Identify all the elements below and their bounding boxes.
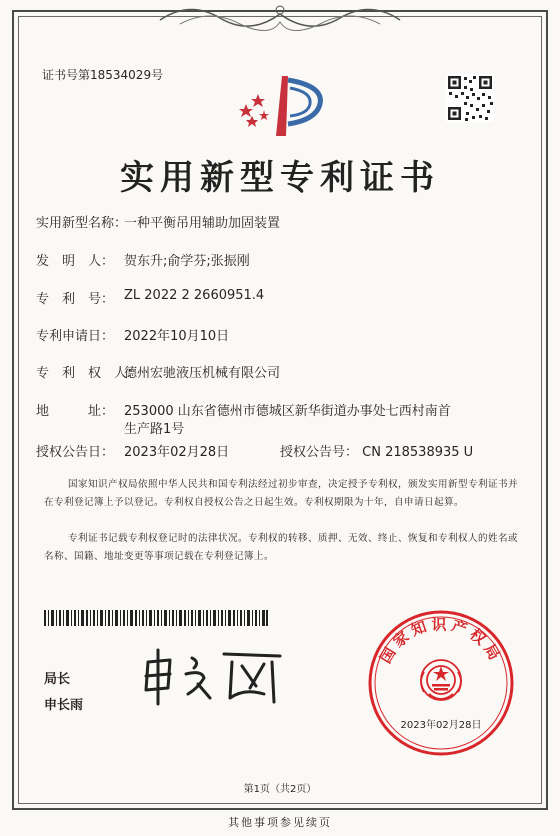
field-value: 贺东升;俞学芬;张振刚 [124, 254, 250, 269]
signatory-name: 申长雨 [44, 698, 84, 713]
footer-note: 其他事项参见续页 [228, 816, 332, 829]
field-label: 专 利 权 人： [36, 366, 141, 381]
field-grant-publication-number [280, 441, 473, 460]
field-patent-number [36, 288, 265, 307]
field-patentee [36, 362, 281, 381]
field-label: 地 址： [36, 404, 115, 419]
address-line-2: 生产路1号 [124, 422, 185, 437]
signatory-title: 局长 [44, 672, 71, 687]
field-grant-date [36, 441, 230, 460]
handwritten-signature-icon [140, 648, 290, 706]
seal-text: 国家知识产权局 [376, 615, 506, 667]
svg-text:国家知识产权局 [376, 615, 505, 666]
grant-statement: 国家知识产权局依照中华人民共和国专利法经过初步审查，决定授予专利权，颁发实用新型专利证书并在专利登记簿上予以登记。专利权自授权公告之日起生效。专利权期限为十年，自申请日起算。 [44, 479, 519, 508]
field-value: 2023年02月28日 [124, 445, 230, 460]
field-value: CN 218538935 U [362, 445, 474, 460]
legal-status-statement: 专利证书记载专利权登记时的法律状况。专利权的转移、质押、无效、终止、恢复和专利权人的姓名或名称、国籍、地址变更等事项记载在专利登记簿上。 [44, 533, 519, 562]
cnipa-logo-icon [232, 72, 332, 138]
field-inventors [36, 250, 250, 269]
certificate-title: 实用新型专利证书 [120, 158, 440, 198]
field-utility-model-name [36, 212, 281, 231]
qr-code-icon [446, 74, 494, 122]
field-label: 专 利 号： [36, 292, 115, 307]
field-application-date [36, 325, 230, 344]
field-label: 授权公告日： [36, 445, 115, 460]
field-label: 专利申请日： [36, 329, 115, 344]
field-label: 授权公告号： [280, 445, 359, 460]
page-number: 第1页（共2页） [243, 784, 317, 795]
field-value: 2022年10月10日 [124, 329, 230, 344]
seal-date: 2023年02月28日 [400, 720, 482, 731]
field-value: 一种平衡吊用辅助加固装置 [124, 216, 281, 231]
field-address [36, 400, 451, 419]
field-label: 发 明 人： [36, 254, 115, 269]
field-label: 实用新型名称： [36, 216, 128, 231]
field-value: 253000 山东省德州市德城区新华街道办事处七西村南首 [124, 404, 451, 419]
top-ornament-icon [150, 0, 410, 38]
official-seal-icon [366, 608, 516, 758]
barcode-icon [44, 610, 268, 626]
field-value: ZL 2022 2 2660951.4 [124, 288, 265, 303]
field-value: 德州宏驰液压机械有限公司 [124, 366, 281, 381]
certificate-number: 证书号第18534029号 [42, 68, 164, 82]
